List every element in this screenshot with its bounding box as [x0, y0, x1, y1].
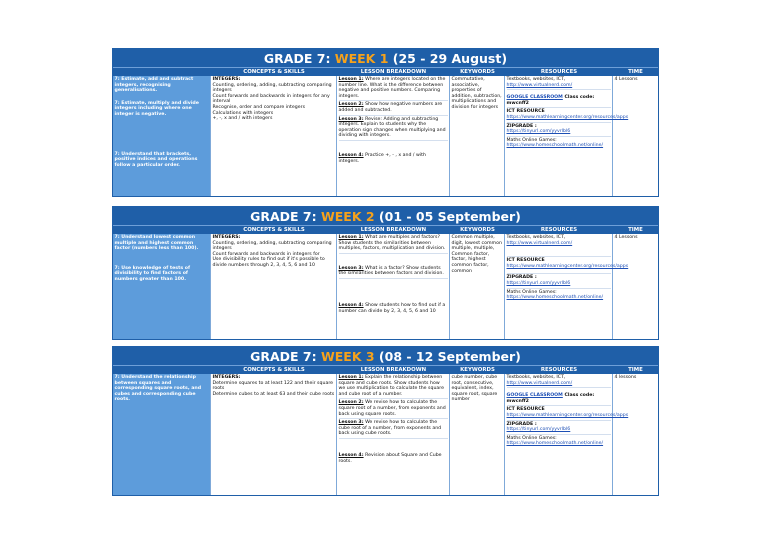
lesson-item: Lesson 2: Show how negative numbers are added and subtracted.: [339, 102, 448, 115]
virtualnerd-link[interactable]: http://www.virtualnerd.com/: [506, 82, 573, 88]
keywords-cell: Common multiple, digit, lowest common multiple, multiple, Common factor, factor, highest common factor, common: [450, 234, 505, 339]
lesson-item: Lesson 4: Practice +, - , x and / with integers.: [338, 152, 426, 164]
concepts-cell: [211, 234, 337, 339]
concepts-cell: [211, 374, 337, 495]
time-cell: 4 lessons: [614, 375, 637, 380]
header-resources: RESOURCES: [540, 227, 578, 233]
week-2-dates: (01 - 05 September): [374, 209, 521, 224]
concept-line: Recognise, order and compare integers: [212, 104, 306, 110]
objective: 7: Understand lowest common multiple and highest common factor (numbers less than 100).: [114, 235, 199, 252]
lessons-cell: [337, 234, 450, 339]
header-concepts: CONCEPTS & SKILLS: [243, 227, 305, 233]
week-3-column-headers: [113, 365, 658, 374]
concept-line: Calculations with integers: [212, 110, 274, 116]
lessons-cell: [337, 374, 450, 495]
ict-resource-link[interactable]: https://www.mathlearningcenter.org/resources/apps: [506, 263, 629, 269]
games-link[interactable]: https://www.homeschoolmath.net/online/: [506, 441, 604, 447]
lesson-item: Lesson 2: We revise how to calculate the square root of a number, from exponents and back using square roots.: [339, 400, 448, 419]
week-1-plan: [112, 48, 659, 197]
keywords-cell: Commutative, associative, properties of addition, subtraction, multiplications and division for integers: [450, 76, 505, 196]
objective: 7: Understand the relationship between squares and corresponding square roots, and cubes and corresponding cube roots.: [114, 375, 202, 403]
virtualnerd-link[interactable]: http://www.virtualnerd.com/: [506, 380, 573, 386]
objective: 7: Use knowledge of tests of divisibility to find factors of numbers greater than 100.: [114, 265, 191, 282]
concept-line: Use divisibility rules to find out if it's possible to divide numbers through 2, 3, 4, 5, 6 and 10: [212, 257, 325, 268]
zipgrade-label: ZIPGRADE :: [506, 275, 537, 281]
objective: 7: Estimate, add and subtract integers, recognising generalisations.: [114, 77, 194, 94]
resources-text: Textbooks, websites, ICT,: [506, 77, 566, 82]
keywords-cell: cube number, cube root, consecutive, equivalent, index, square root, square number: [450, 374, 505, 495]
header-lesson: LESSON BREAKDOWN: [360, 227, 427, 233]
header-time: TIME: [628, 69, 643, 75]
zipgrade-link[interactable]: https://tinyurl.com/yyvrlbl6: [506, 427, 571, 433]
games-link[interactable]: https://www.homeschoolmath.net/online/: [506, 295, 604, 301]
week-2-label: WEEK 2: [320, 209, 375, 224]
games-label: Maths Online Games:: [506, 289, 557, 295]
lesson-item: Lesson 4: Revision about Square and Cube roots.: [338, 452, 442, 464]
lesson-item: Lesson 3: Revise: Adding and subtracting integers. Explain to students why the operation sign changes when multiplying and dividing with integers.: [339, 117, 448, 141]
objective: 7: Estimate, multiply and divide integers including where one integer is negative.: [114, 100, 199, 117]
header-keywords: KEYWORDS: [460, 367, 495, 373]
games-link[interactable]: https://www.homeschoolmath.net/online/: [506, 143, 604, 149]
header-concepts: CONCEPTS & SKILLS: [243, 367, 305, 373]
objectives-cell: [113, 374, 211, 495]
zipgrade-label: ZIPGRADE :: [506, 123, 537, 129]
lesson-item: Lesson 3: We revise how to calculate the cube root of a number, from exponents and back using cube roots.: [339, 420, 448, 439]
week-1-title: [113, 49, 658, 67]
lesson-item: Lesson 3: What is a factor? Show students the similarities between factors and division.: [339, 266, 448, 279]
zipgrade-label: ZIPGRADE :: [506, 421, 537, 427]
week-1-dates: (25 - 29 August): [388, 51, 508, 66]
virtualnerd-link[interactable]: http://www.virtualnerd.com/: [506, 240, 573, 246]
ict-resource-label: ICT RESOURCE: [506, 407, 545, 413]
week-1-column-headers: [113, 67, 658, 76]
week-3-title: [113, 347, 658, 365]
lesson-item: Lesson 1: Explain the relationship between square and cube roots. Show students how we use multiplication to calculate the square and cube root of a number.: [339, 375, 448, 399]
lessons-cell: [337, 76, 450, 196]
time-cell: 4 Lessons: [614, 77, 638, 82]
concept-line: Counting, ordering, adding, subtracting comparing integers: [212, 240, 332, 252]
header-keywords: KEYWORDS: [460, 69, 495, 75]
header-time: TIME: [628, 367, 643, 373]
resources-text: Textbooks, websites, ICT,: [506, 235, 566, 240]
header-resources: RESOURCES: [540, 367, 578, 373]
lesson-item: Lesson 1: What are multiples and factors? Show students the similarities between multiples, factors, multiplication and division.: [339, 235, 448, 254]
concept-line: Count forwards and backwards in integers for any interval: [212, 93, 330, 105]
time-cell: 4 Lessons: [614, 235, 638, 240]
games-label: Maths Online Games:: [506, 435, 557, 441]
concept-line: Count forwards and backwards in integers for: [212, 251, 320, 257]
concepts-title: INTEGERS:: [212, 235, 241, 240]
concept-line: Counting, ordering, adding, subtracting comparing integers: [212, 82, 332, 94]
class-code: Class code: mwcnff2: [506, 393, 595, 404]
games-label: Maths Online Games:: [506, 137, 557, 143]
class-code: Class code: mwcnff2: [506, 95, 595, 106]
ict-resource-link[interactable]: https://www.mathlearningcenter.org/resources/apps: [506, 412, 629, 418]
objectives-cell: [113, 76, 211, 196]
ict-resource-label: ICT RESOURCE: [506, 258, 545, 264]
week-3-label: WEEK 3: [320, 349, 375, 364]
concept-line: Determine squares to at least 122 and their square roots: [212, 380, 334, 392]
week-3-row: [113, 374, 658, 495]
concepts-cell: [211, 76, 337, 196]
objectives-cell: [113, 234, 211, 339]
lesson-item: Lesson 1: Where are integers located on the number line. What is the difference between negative and positive numbers. Comparing integers.: [339, 77, 448, 101]
concepts-title: INTEGERS:: [212, 375, 241, 380]
resources-text: Textbooks, websites, ICT,: [506, 375, 566, 380]
ict-resource-label: ICT RESOURCE: [506, 109, 545, 115]
week-1-label: WEEK 1: [334, 51, 389, 66]
google-classroom-label: GOOGLE CLASSROOM: [506, 393, 563, 399]
header-lesson: LESSON BREAKDOWN: [360, 69, 427, 75]
header-keywords: KEYWORDS: [460, 227, 495, 233]
objective: 7: Understand that brackets, positive indices and operations follow a particular order.: [114, 151, 198, 168]
google-classroom-label: GOOGLE CLASSROOM: [506, 95, 563, 101]
week-3-title-prefix: GRADE 7:: [250, 349, 321, 364]
zipgrade-link[interactable]: https://tinyurl.com/yyvrlbl6: [506, 129, 571, 135]
lesson-item: Lesson 4: Show students how to find out if a number can divide by 2, 3, 4, 5, 6 and 10: [338, 302, 446, 314]
header-lesson: LESSON BREAKDOWN: [360, 367, 427, 373]
week-2-column-headers: [113, 225, 658, 234]
ict-resource-link[interactable]: https://www.mathlearningcenter.org/resources/apps: [506, 114, 629, 120]
week-2-title-prefix: GRADE 7:: [250, 209, 321, 224]
week-2-title: [113, 207, 658, 225]
week-2-row: [113, 234, 658, 339]
zipgrade-link[interactable]: https://tinyurl.com/yyvrlbl6: [506, 280, 571, 286]
header-resources: RESOURCES: [540, 69, 578, 75]
concept-line: +, -, x and / with integers: [212, 116, 273, 122]
concept-line: Determine cubes to at least 63 and their cube roots: [212, 391, 335, 397]
week-1-title-prefix: GRADE 7:: [263, 51, 335, 66]
week-3-plan: [112, 346, 659, 496]
week-3-dates: (08 - 12 September): [374, 349, 521, 364]
header-concepts: CONCEPTS & SKILLS: [243, 69, 305, 75]
concepts-title: INTEGERS:: [212, 77, 241, 82]
week-2-plan: [112, 206, 659, 340]
header-time: TIME: [628, 227, 643, 233]
week-1-row: [113, 76, 658, 196]
